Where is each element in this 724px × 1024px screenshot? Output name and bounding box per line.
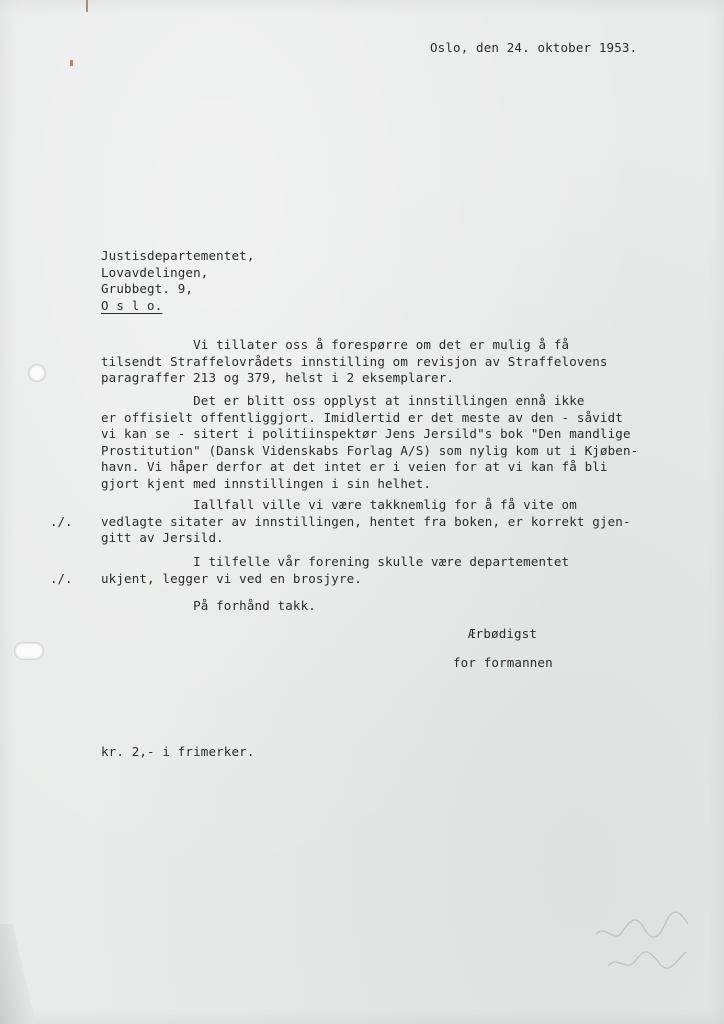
body-line: ukjent, legger vi ved en brosjyre. xyxy=(101,570,362,586)
body-line: paragraffer 213 og 379, helst i 2 eksemplarer. xyxy=(101,370,455,385)
folded-corner xyxy=(0,924,36,1024)
body-line: Vi tillater oss å forespørre om det er mulig å få xyxy=(101,337,570,352)
letter-date: Oslo, den 24. oktober 1953. xyxy=(430,40,638,55)
enclosure-mark: ./. xyxy=(50,570,73,586)
paper-mark xyxy=(70,60,73,66)
pencil-annotation xyxy=(586,894,696,984)
body-line: På forhånd takk. xyxy=(101,598,316,613)
closing-salutation: Ærbødigst xyxy=(468,626,538,641)
postscript: kr. 2,- i frimerker. xyxy=(101,744,255,759)
closing-signer: for formannen xyxy=(453,655,553,670)
recipient-line: Grubbegt. 9, xyxy=(101,281,194,296)
paper-mark xyxy=(86,0,88,12)
recipient-city: O s l o. xyxy=(101,297,163,313)
body-line: Prostitution" (Dansk Videnskabs Forlag A/S) som nylig kom ut i Kjøben- xyxy=(101,442,639,458)
body-line: Iallfall ville vi være takknemlig for å få vite om xyxy=(101,497,577,512)
punch-hole xyxy=(14,642,44,660)
body-line: tilsendt Straffelovrådets innstilling om revisjon av Straffelovens xyxy=(101,353,608,369)
body-line: vi kan se - sitert i politiinspektør Jens Jersild"s bok "Den mandlige xyxy=(101,426,631,441)
enclosure-mark: ./. xyxy=(50,513,73,529)
recipient-line: Justisdepartementet, xyxy=(101,248,255,263)
body-line: I tilfelle vår forening skulle være departementet xyxy=(101,554,570,569)
body-line: vedlagte sitater av innstillingen, hentet fra boken, er korrekt gjen- xyxy=(101,513,631,529)
punch-hole xyxy=(28,364,46,382)
body-line: gitt av Jersild. xyxy=(101,530,224,545)
body-line: havn. Vi håper derfor at det intet er i veien for at vi kan få bli xyxy=(101,459,608,474)
recipient-line: Lovavdelingen, xyxy=(101,264,209,280)
body-line: Det er blitt oss opplyst at innstillingen ennå ikke xyxy=(101,393,585,408)
body-line: er offisielt offentliggjort. Imidlertid er det meste av den - såvidt xyxy=(101,409,623,425)
body-line: gjort kjent med innstillingen i sin helhet. xyxy=(101,475,432,491)
